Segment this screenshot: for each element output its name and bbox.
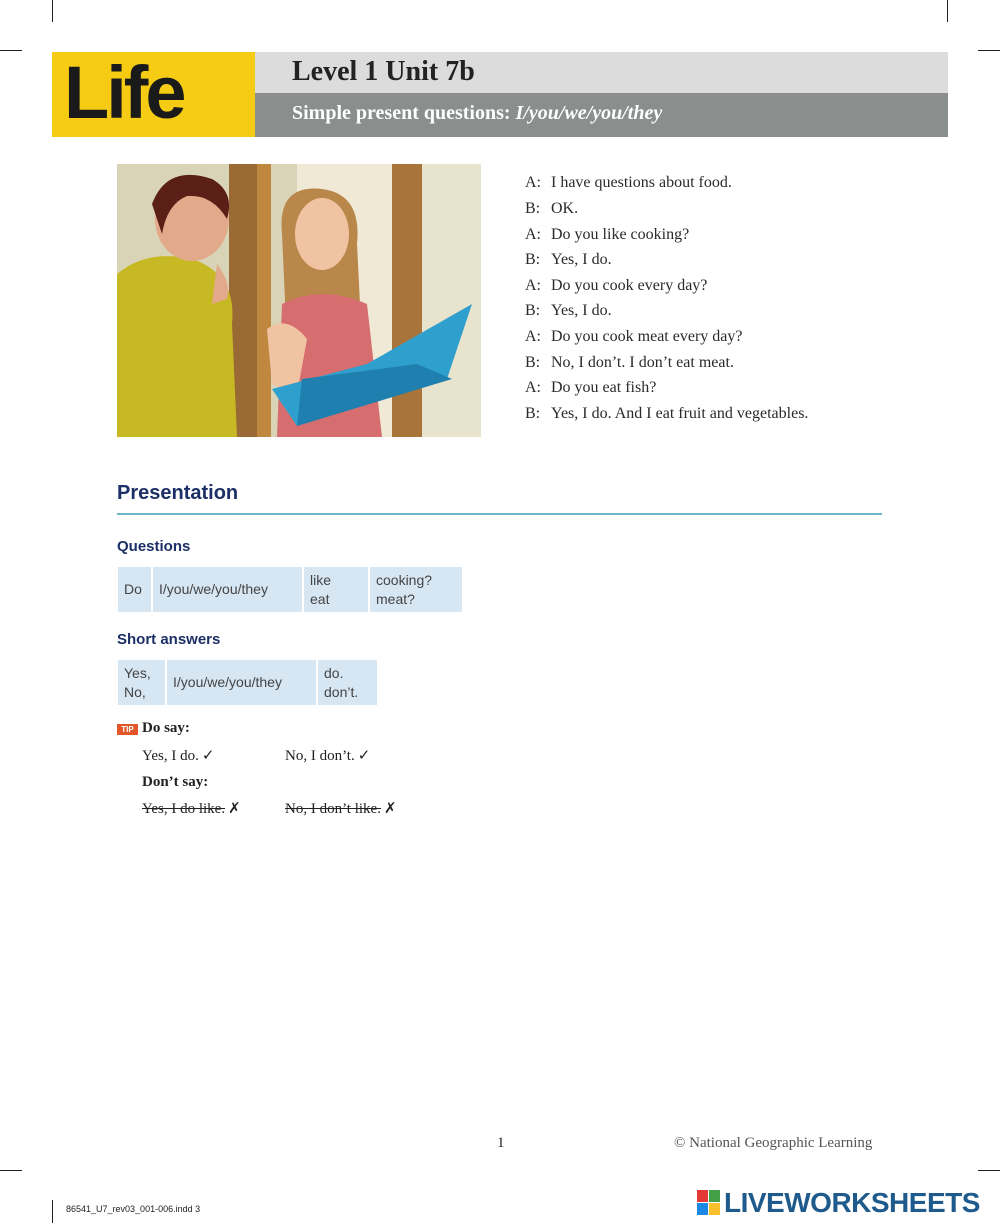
dialogue-text: Do you eat fish? [551,379,657,396]
copyright: © National Geographic Learning [674,1135,873,1151]
dialogue-text: OK. [551,200,579,217]
table-cell [153,567,302,612]
table-cell [304,567,368,612]
dialogue-text: No, I don’t. I don’t eat meat. [551,354,734,371]
cell-text: cooking? [376,571,433,588]
short-answers-heading: Short answers [117,631,221,648]
page-number: 1 [497,1135,505,1151]
dialogue-text: Do you cook every day? [551,277,708,294]
speaker-label: A: [525,328,541,345]
cell-text: like [310,571,332,588]
cell-text: No, [124,683,146,700]
cell-text: eat [310,590,330,607]
speaker-label: B: [525,354,541,371]
page-title: Level 1 Unit 7b [292,56,475,87]
table-cell [318,660,377,705]
crop-mark [52,0,53,22]
crop-mark [978,1170,1000,1171]
crop-mark [978,50,1000,51]
dialogue-text: Yes, I do. [551,302,612,319]
cell-text: Do [124,581,142,597]
subtitle-prefix: Simple present questions: [292,102,516,124]
dialogue-line [525,277,707,295]
speaker-label: A: [525,174,541,191]
table-cell [118,660,165,705]
tip-badge: TIP [117,724,138,735]
dialogue-line [525,174,732,192]
speaker-label: B: [525,251,541,268]
cell-text: I/you/we/you/they [159,581,268,597]
section-title: Presentation [117,482,239,504]
dialogue-line [525,302,612,320]
crop-mark [947,0,948,22]
two-women-photo [117,164,481,437]
dialogue-line [525,328,742,346]
liveworksheets-logo-icon [697,1188,721,1218]
incorrect-example [285,799,397,818]
dialogue-text: Do you cook meat every day? [551,328,743,345]
page-subtitle [292,102,662,125]
speaker-label: B: [525,405,541,422]
life-logo: Life [64,51,184,134]
subtitle-pronouns: I/you/we/you/they [515,102,663,124]
speaker-label: A: [525,277,541,294]
example-text: No, I don’t like. [285,801,381,817]
crop-mark [0,50,22,51]
crop-mark [0,1170,22,1171]
speaker-label: B: [525,200,541,217]
dialogue-line [525,405,808,423]
file-info: 86541_U7_rev03_001-006.indd 3 [66,1204,201,1214]
cross-icon: ✗ [228,799,241,817]
cell-text: meat? [376,590,415,607]
section-divider [117,513,882,515]
cell-text: Yes, [124,664,151,681]
table-cell [167,660,316,705]
do-say-heading: Do say: [142,720,190,736]
questions-heading: Questions [117,538,191,555]
dialogue-text: Yes, I do. [551,251,612,268]
check-icon: ✓ [201,746,215,764]
table-cell [118,567,151,612]
speaker-label: A: [525,226,541,243]
example-text: Yes, I do like. [142,801,226,817]
crop-mark [52,1200,53,1223]
example-text: Yes, I do. [142,748,199,764]
dialogue-text: Do you like cooking? [551,226,690,243]
dialogue-text: Yes, I do. And I eat fruit and vegetables. [551,405,809,422]
photo-illustration [117,164,481,437]
check-icon: ✓ [357,746,371,764]
cell-text: do. [324,664,344,681]
dialogue-line [525,354,734,372]
correct-example [285,746,370,765]
cell-text: don’t. [324,683,359,700]
speaker-label: B: [525,302,541,319]
dont-say-heading: Don’t say: [142,774,209,790]
dialogue-text: I have questions about food. [551,174,732,191]
dialogue-line [525,379,656,397]
liveworksheets-watermark[interactable]: LIVEWORKSHEETS [724,1187,980,1218]
correct-example [142,746,214,765]
table-cell [370,567,462,612]
incorrect-example [142,799,241,818]
dialogue-line [525,226,689,244]
dialogue-line [525,251,612,269]
cell-text: I/you/we/you/they [173,674,282,690]
cross-icon: ✗ [383,799,397,817]
dialogue-line [525,200,578,218]
example-text: No, I don’t. [285,748,355,764]
speaker-label: A: [525,379,541,396]
